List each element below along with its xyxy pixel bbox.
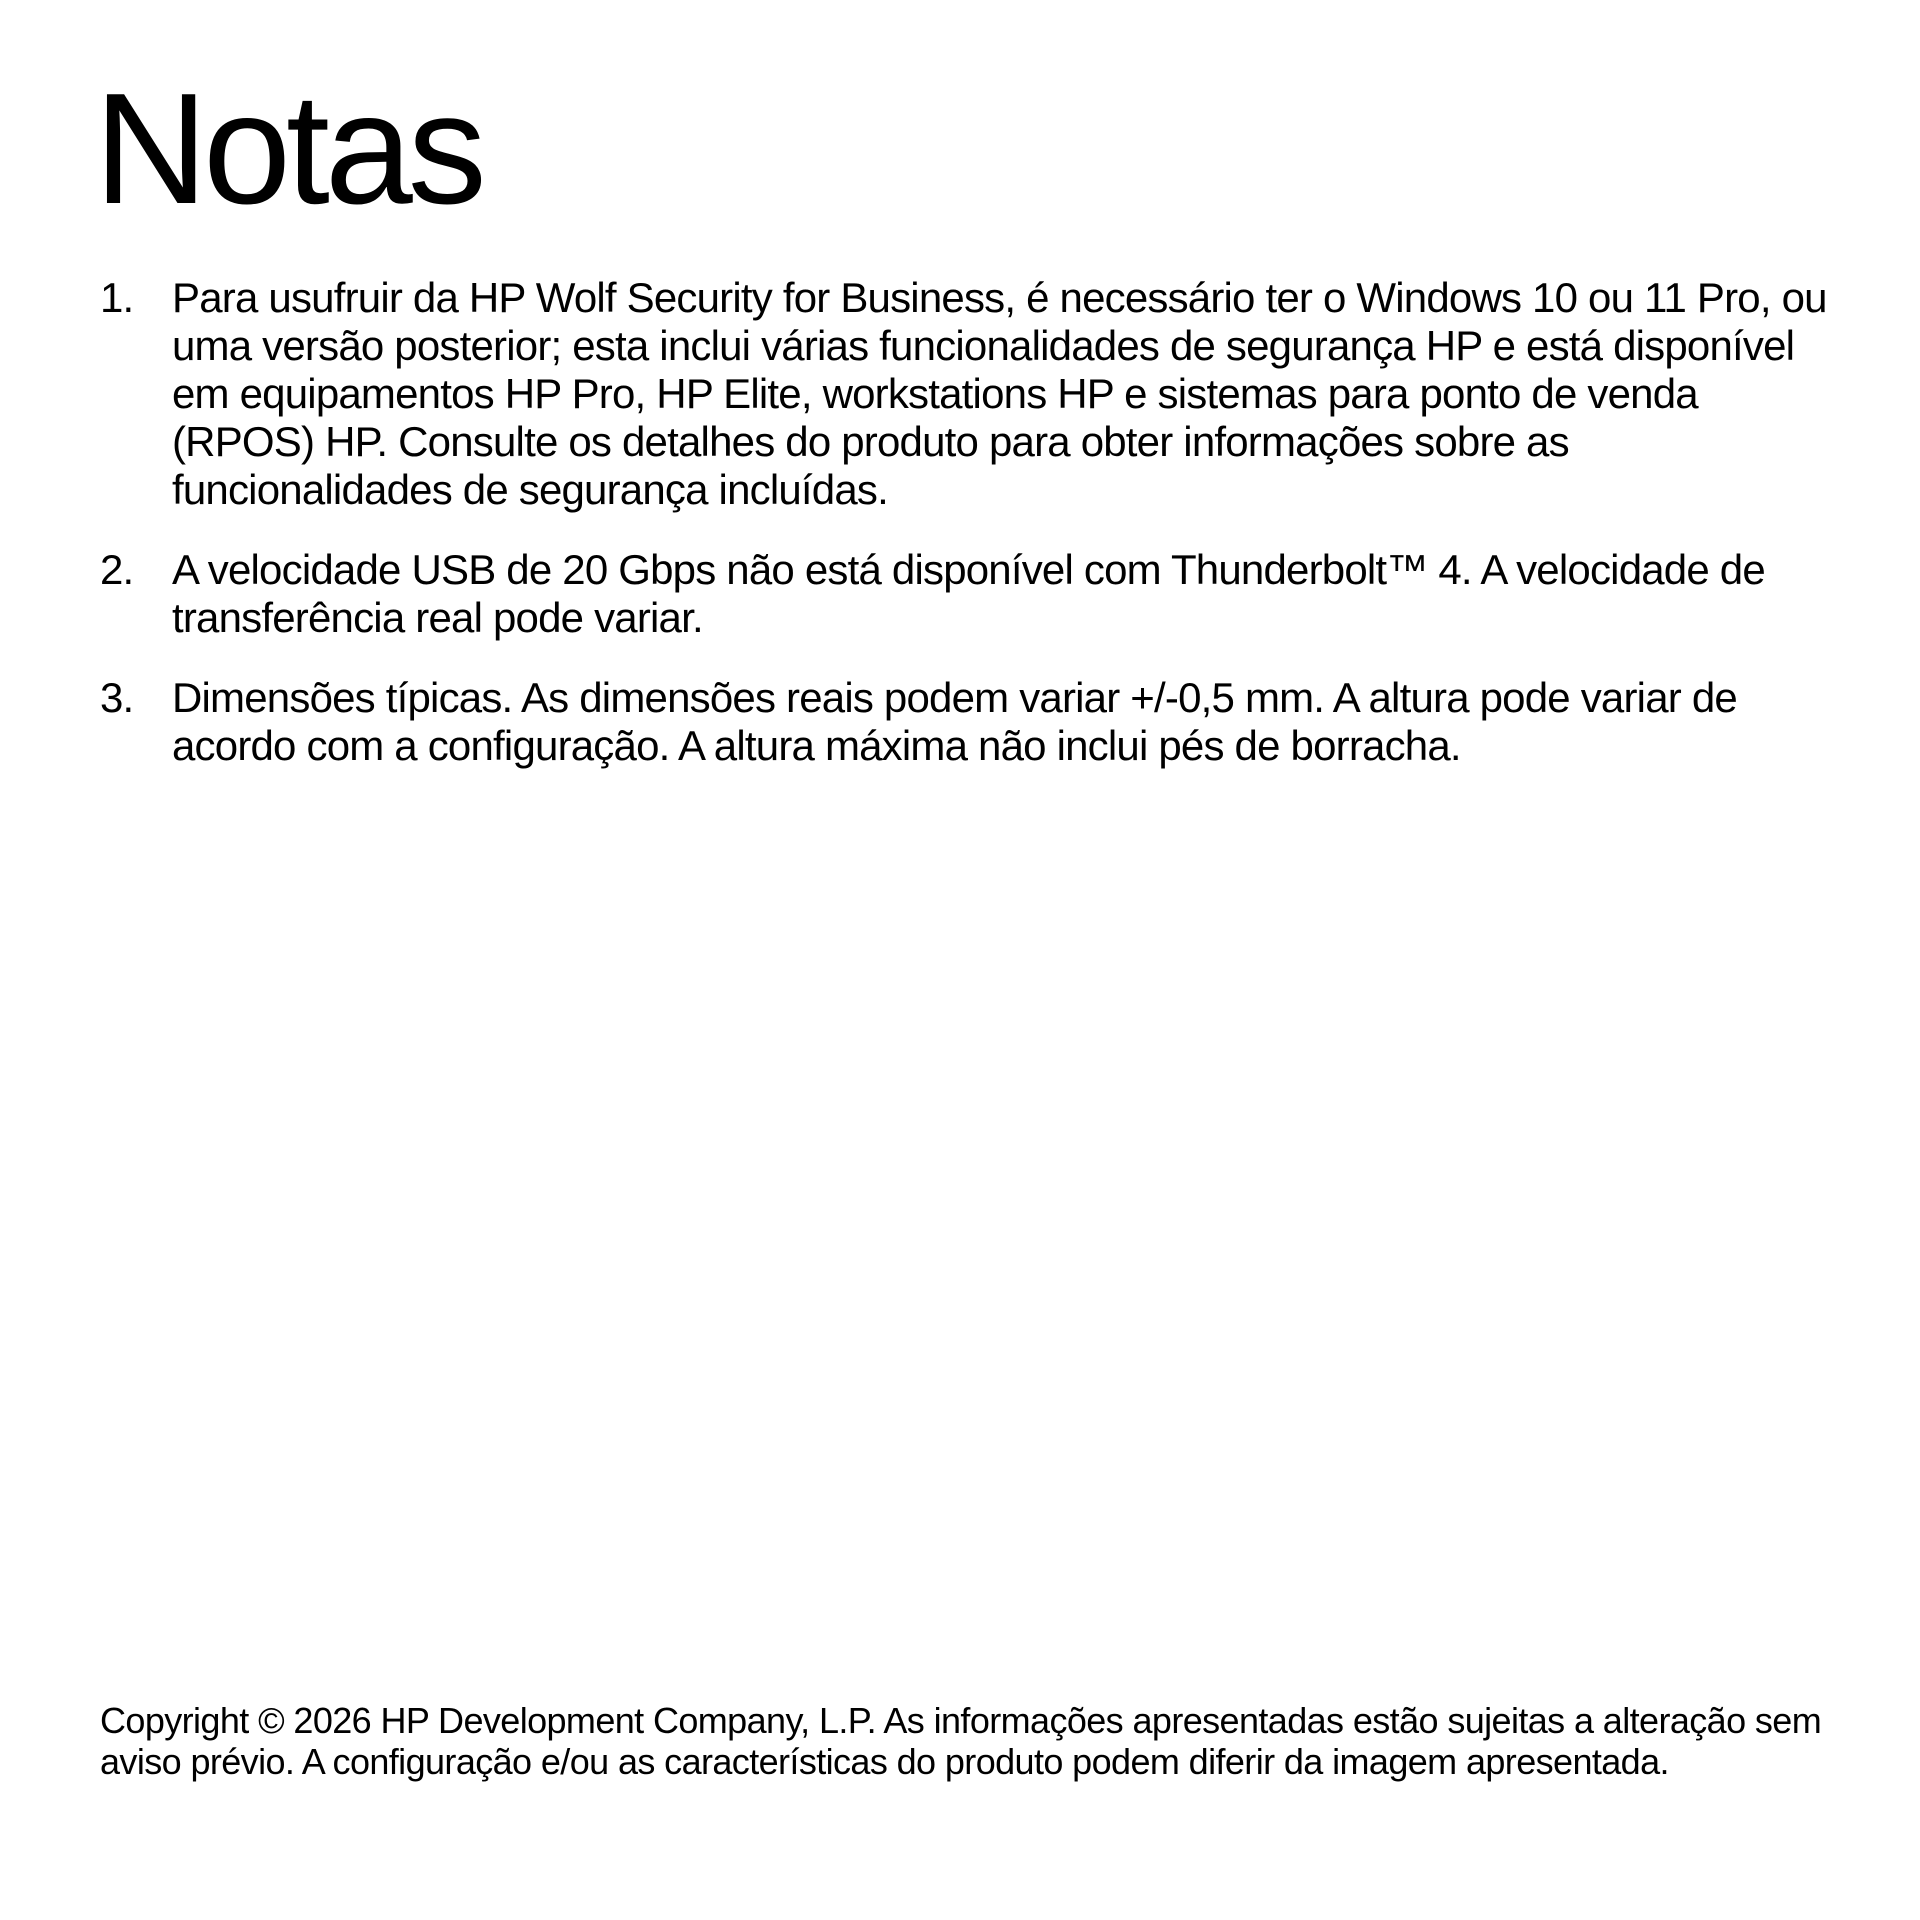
note-text: A velocidade USB de 20 Gbps não está disponível com Thunderbolt™ 4. A velocidade de transferência real pode variar. — [172, 546, 1765, 641]
note-number: 2. — [100, 546, 134, 593]
note-number: 1. — [100, 274, 134, 321]
page-title: Notas — [94, 61, 482, 237]
note-item-2 — [100, 546, 1840, 642]
note-number: 3. — [100, 674, 134, 721]
copyright-notice: Copyright © 2026 HP Development Company, L.P. As informações apresentadas estão sujeitas a alteração sem aviso prévio. A configuração e/ou as características do produto podem diferir da imagem apresentada. — [100, 1700, 1822, 1782]
note-text: Dimensões típicas. As dimensões reais podem variar +/-0,5 mm. A altura pode variar de acordo com a configuração. A altura máxima não inclui pés de borracha. — [172, 674, 1737, 769]
note-item-3 — [100, 674, 1840, 770]
notes-list — [100, 274, 1840, 802]
note-item-1 — [100, 274, 1840, 514]
note-text: Para usufruir da HP Wolf Security for Business, é necessário ter o Windows 10 ou 11 Pro, ou uma versão posterior; esta inclui várias funcionalidades de segurança HP e está disponível em equipamentos HP Pro, HP Elite, workstations HP e sistemas para ponto de venda (RPOS) HP. Consulte os detalhes do produto para obter informações sobre as funcionalidades de segurança incluídas. — [172, 274, 1827, 513]
